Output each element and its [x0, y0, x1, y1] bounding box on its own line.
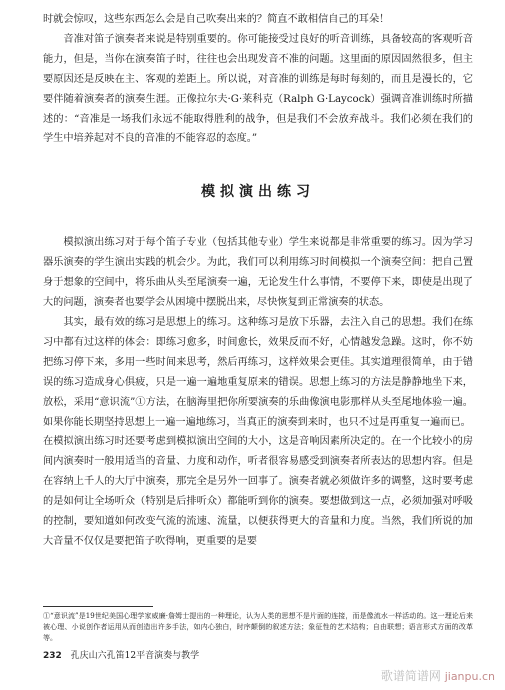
footnote: ①“意识流”是19世纪美国心理学家威廉·詹姆士提出的一种理论，认为人类的思想不是片面的连接，而是像流水一样活动的。这一理论后来被心理、小说创作者运用从而创造出许多手法，如内心独白，时序颠倒的叙述方法；象征性的艺术结构；自由联想；语言形式方面的改革等。	[43, 612, 473, 642]
watermark-site: jianpu.cn	[444, 670, 495, 683]
paragraph: 音准对笛子演奏者来说是特别重要的。你可能接受过良好的听音训练，具备较高的客观听音能力，但是，当你在演奏笛子时，往往也会出现发音不准的问题。这里面的原因固然很多，但主要原因还是反映在主、客观的差距上。所以说，对音准的训练是每时每刻的，而且是漫长的，它要伴随着演奏者的演奏生涯。正像拉尔夫·G·莱科克（Ralph G·Laycock）强调音准训练时所描述的：“音准是一场我们永远不能取得胜利的战争，但是我们不会放弃战斗。我们必须在我们的学生中培养起对不良的音准的不能容忍的态度。”	[43, 33, 473, 145]
paragraph: 其实，最有效的练习是思想上的练习。这种练习是放下乐器，去注入自己的思想。我们在练习中都有过这样的体会：即练习愈多，时间愈长，效果反而不好，心情越发急躁。这时，你不妨把练习停下来，多用一些时间来思考，然后再练习，这样效果会更佳。其实道理很简单，由于错误的练习造成身心俱疲，只是一遍一遍地重复原来的错误。思想上练习的方法是静静地坐下来，放松，采用“意识流”①方法，在脑海里把你所要演奏的乐曲像演电影那样从头至尾地体验一遍。如果你能长期坚持思想上一遍一遍地练习，当真正的演奏到来时，也只不过是再重复一遍而已。	[43, 316, 473, 428]
paragraph: 时就会惊叹，这些东西怎么会是自己吹奏出来的？简直不敢相信自己的耳朵！	[43, 14, 390, 25]
watermark-chinese: 歌谱简谱网	[380, 669, 441, 683]
footnote-rule	[43, 606, 153, 607]
content-area	[43, 10, 473, 552]
watermark	[381, 667, 495, 684]
book-title: 孔庆山六孔笛12平音演奏与教学	[70, 651, 200, 661]
paragraph: 在模拟演出练习时还要考虑到模拟演出空间的大小，这是音响因素所决定的。在一个比较小的房间内演奏时一般用适当的音量、力度和动作，听者很容易感受到演奏者所表达的思想内容。但是在容纳上千人的大厅中演奏，那完全是另外一回事了。演奏者就必须做许多的调整，这时要考虑的是如何让全场听众（特别是后排听众）都能听到你的演奏。要想做到这一点，必须加强对呼吸的控制，要知道如何改变气流的流速、流量，以便获得更大的音量和力度。当然，我们所说的加大音量不仅仅是要把笛子吹得响，更重要的是要	[43, 436, 473, 547]
simulation-section	[43, 233, 473, 552]
paragraph: 模拟演出练习对于每个笛子专业（包括其他专业）学生来说都是非常重要的练习。因为学习器乐演奏的学生演出实践的机会少。为此，我们可以利用练习时间模拟一个演奏空间：把自己置身于想象的空间中，将乐曲从头至尾演奏一遍，无论发生什么事情，不要停下来，即使是出现了大的问题，演奏者也要学会从困境中摆脱出来，尽快恢复到正常演奏的状态。	[43, 237, 473, 309]
page-number: 232	[43, 651, 62, 661]
section-title: 模拟演出练习	[201, 184, 315, 201]
intro-section	[43, 10, 473, 149]
page-footer	[43, 648, 199, 661]
